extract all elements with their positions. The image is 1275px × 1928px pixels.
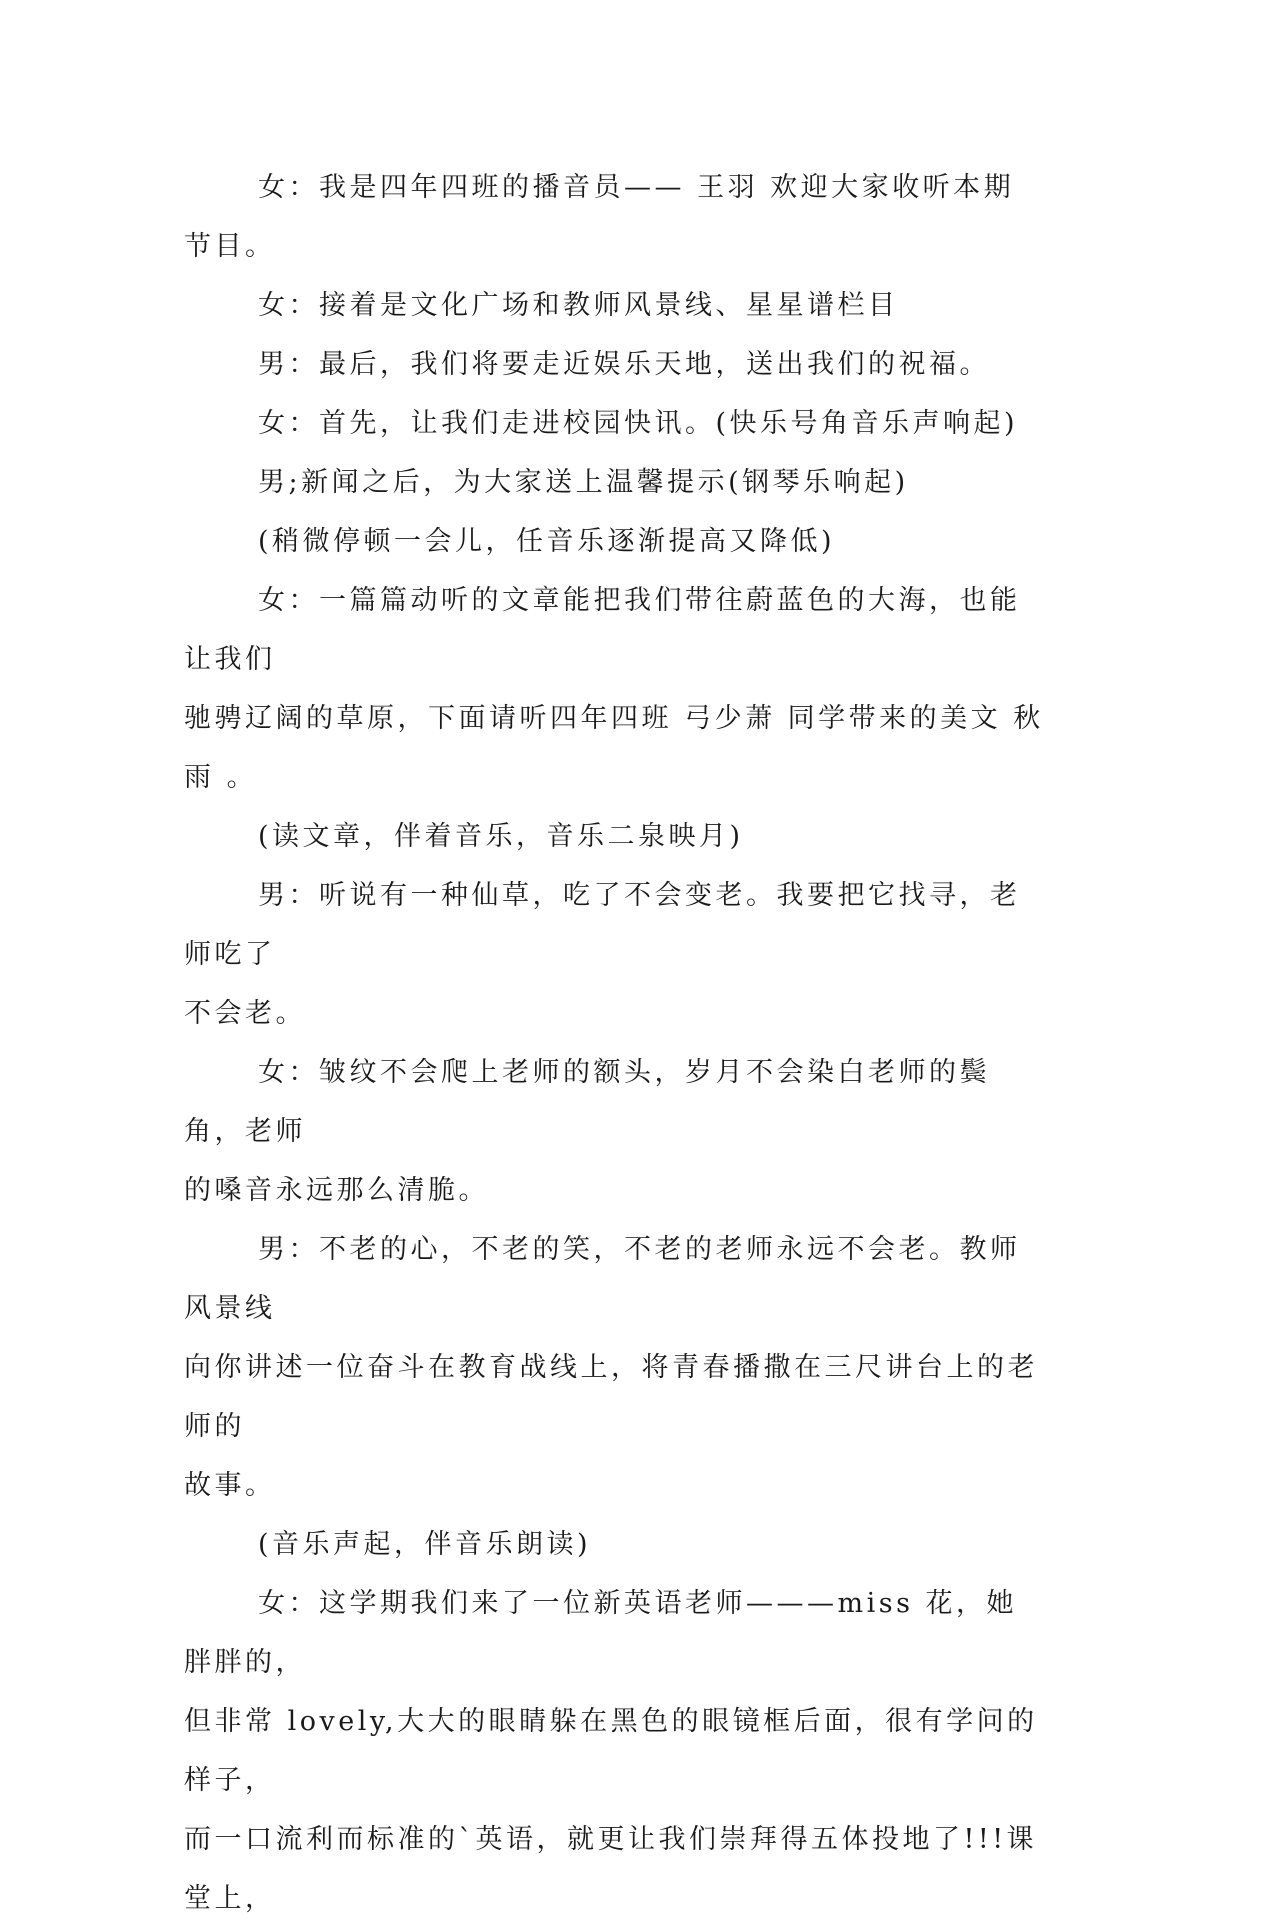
text-line: 驰骋辽阔的草原，下面请听四年四班 弓少萧 同学带来的美文 秋雨 。	[184, 703, 1044, 793]
text-line: 男：听说有一种仙草，吃了不会变老。我要把它找寻，老师吃了	[184, 880, 1021, 970]
text-line: 男：不老的心，不老的笑，不老的老师永远不会老。教师风景线	[184, 1234, 1021, 1324]
text-line: 女：接着是文化广场和教师风景线、星星谱栏目	[258, 290, 899, 321]
text-line: 故事。	[184, 1470, 276, 1501]
text-line: 的嗓音永远那么清脆。	[184, 1175, 489, 1206]
text-line: (音乐声起，伴音乐朗读)	[258, 1529, 592, 1560]
text-line: 不会老。	[184, 998, 306, 1029]
text-line: 而一口流利而标准的`英语，就更让我们崇拜得五体投地了!!!课堂上，	[184, 1824, 1038, 1914]
paragraph	[184, 394, 1044, 453]
paragraph	[184, 158, 1044, 276]
paragraph	[184, 512, 1044, 571]
text-line: 男;新闻之后，为大家送上温馨提示(钢琴乐响起)	[258, 467, 909, 498]
text-line: 女：首先，让我们走进校园快讯。(快乐号角音乐声响起)	[258, 408, 1019, 439]
paragraph	[184, 276, 1044, 335]
text-line: 向你讲述一位奋斗在教育战线上，将青春播撒在三尺讲台上的老师的	[184, 1352, 1038, 1442]
text-line: 但非常 lovely,大大的眼睛躲在黑色的眼镜框后面，很有学问的样子，	[184, 1706, 1038, 1796]
document-body	[184, 158, 1044, 1928]
text-line: 女：皱纹不会爬上老师的额头，岁月不会染白老师的鬓角，老师	[184, 1057, 990, 1147]
paragraph	[184, 1574, 1044, 1928]
paragraph	[184, 1220, 1044, 1515]
text-line: (读文章，伴着音乐，音乐二泉映月)	[258, 821, 744, 852]
paragraph	[184, 1043, 1044, 1220]
text-line: 女：这学期我们来了一位新英语老师———miss 花，她胖胖的，	[184, 1588, 1018, 1678]
text-line: 男：最后，我们将要走近娱乐天地，送出我们的祝福。	[258, 349, 990, 380]
paragraph	[184, 335, 1044, 394]
paragraph	[184, 453, 1044, 512]
text-line: 女：一篇篇动听的文章能把我们带往蔚蓝色的大海，也能让我们	[184, 585, 1021, 675]
text-line: 女：我是四年四班的播音员—— 王羽 欢迎大家收听本期节目。	[184, 172, 1015, 262]
paragraph	[184, 807, 1044, 866]
paragraph	[184, 1515, 1044, 1574]
paragraph	[184, 866, 1044, 1043]
paragraph	[184, 571, 1044, 807]
text-line: (稍微停顿一会儿，任音乐逐渐提高又降低)	[258, 526, 836, 557]
